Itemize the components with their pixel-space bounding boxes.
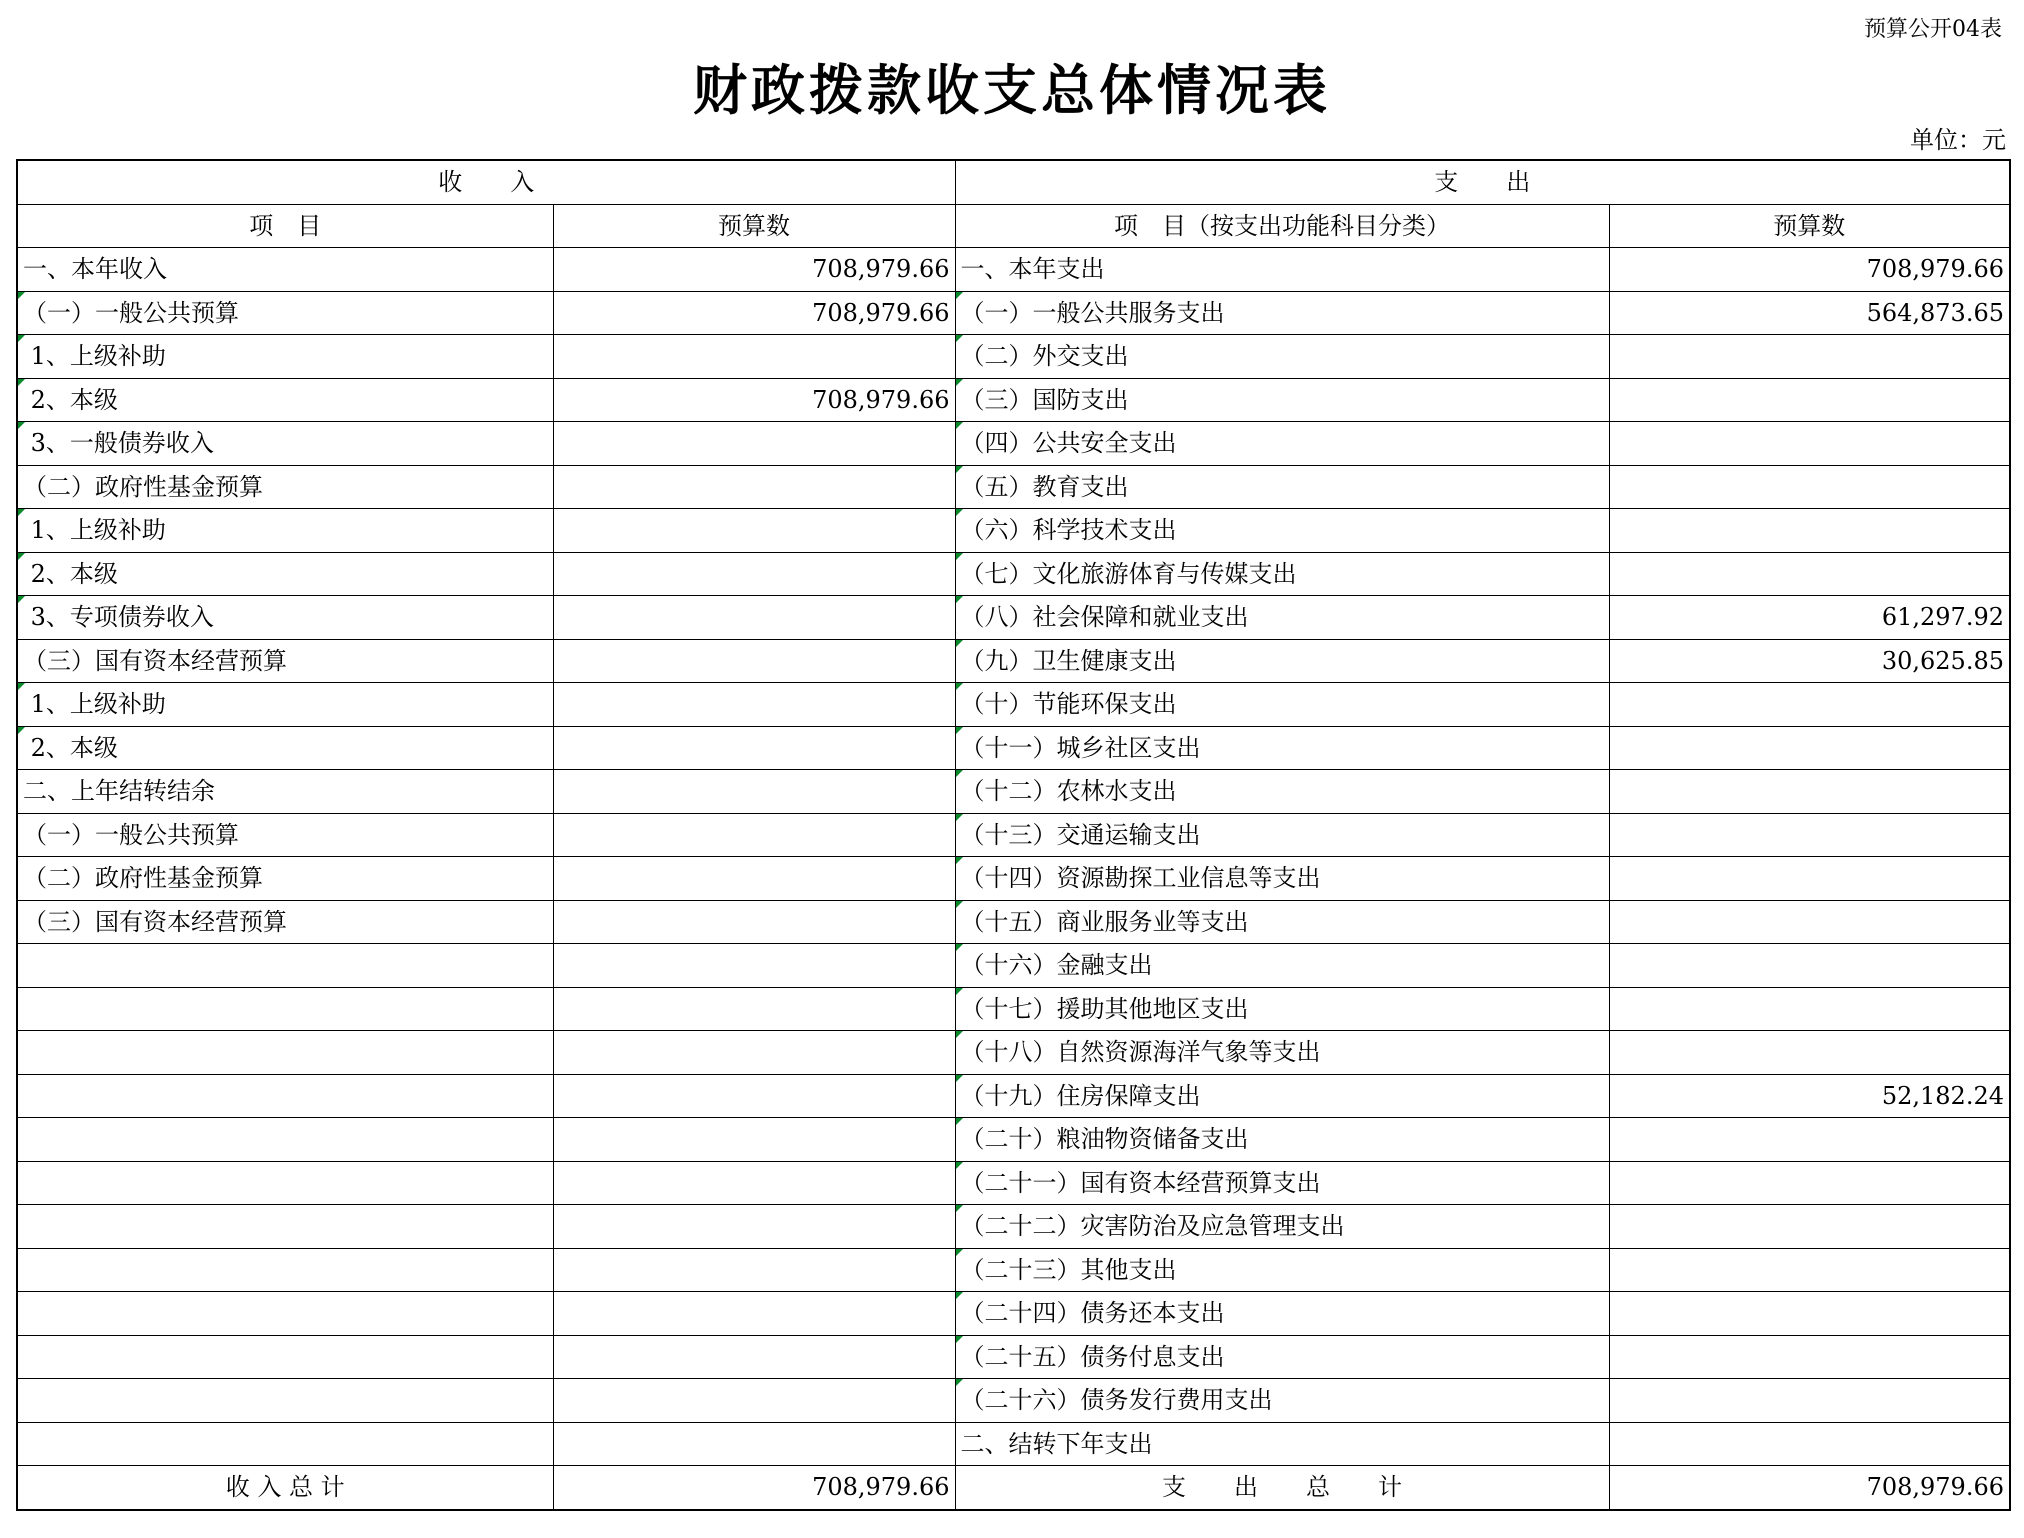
expense-item-cell: （三）国防支出 [955,378,1609,422]
table-row [17,335,2010,379]
expense-value-cell [1609,1292,2010,1336]
expense-value-cell [1609,944,2010,988]
income-value-cell [553,1205,955,1249]
table-row [17,465,2010,509]
expense-value-cell [1609,378,2010,422]
income-item-cell: （三）国有资本经营预算 [17,639,553,683]
expense-total-value: 708,979.66 [1609,1466,2010,1510]
income-item-cell [17,1074,553,1118]
income-value-cell [553,1031,955,1075]
expense-item-cell: （十二）农林水支出 [955,770,1609,814]
expense-value-cell [1609,900,2010,944]
income-item-cell: 二、上年结转结余 [17,770,553,814]
income-total-label: 收 入 总 计 [17,1466,553,1510]
income-value-cell [553,1379,955,1423]
expense-value-cell [1609,1379,2010,1423]
table-row [17,1205,2010,1249]
table-row [17,291,2010,335]
table-row [17,596,2010,640]
expense-item-cell: （六）科学技术支出 [955,509,1609,553]
income-value-cell [553,1118,955,1162]
income-value-cell [553,987,955,1031]
income-item-cell [17,1031,553,1075]
unit-label: 单位：元 [1910,126,2006,154]
table-row [17,1248,2010,1292]
expense-item-cell: （二十）粮油物资储备支出 [955,1118,1609,1162]
expense-item-cell: （十五）商业服务业等支出 [955,900,1609,944]
table-row [17,944,2010,988]
expense-value-cell [1609,987,2010,1031]
income-value-cell [553,1422,955,1466]
expense-item-cell: （十四）资源勘探工业信息等支出 [955,857,1609,901]
budget-table [16,159,2011,1511]
income-item-cell: 1、上级补助 [17,683,553,727]
table-row [17,422,2010,466]
income-item-cell: 1、上级补助 [17,509,553,553]
expense-item-cell: （二）外交支出 [955,335,1609,379]
expense-value-cell [1609,1118,2010,1162]
table-row [17,639,2010,683]
expense-item-cell: （二十三）其他支出 [955,1248,1609,1292]
table-row [17,1031,2010,1075]
expense-item-cell: （七）文化旅游体育与传媒支出 [955,552,1609,596]
expense-value-cell [1609,1248,2010,1292]
expense-item-cell: （二十五）债务付息支出 [955,1335,1609,1379]
income-value-cell [553,1074,955,1118]
income-value-cell [553,552,955,596]
table-row [17,770,2010,814]
income-value-cell [553,596,955,640]
expense-value-cell [1609,335,2010,379]
expense-item-cell: （八）社会保障和就业支出 [955,596,1609,640]
expense-item-cell: （九）卫生健康支出 [955,639,1609,683]
expense-item-cell: （二十四）债务还本支出 [955,1292,1609,1336]
income-value-cell [553,1335,955,1379]
income-value-cell [553,857,955,901]
table-row [17,813,2010,857]
table-row [17,1335,2010,1379]
income-value-cell [553,465,955,509]
income-value-cell [553,639,955,683]
expense-value-cell: 708,979.66 [1609,248,2010,292]
expense-value-cell: 30,625.85 [1609,639,2010,683]
income-item-cell: 2、本级 [17,552,553,596]
expense-value-cell [1609,1335,2010,1379]
income-value-cell [553,900,955,944]
income-value-cell [553,813,955,857]
expense-value-cell [1609,813,2010,857]
table-row [17,987,2010,1031]
expense-item-cell: （四）公共安全支出 [955,422,1609,466]
expense-value-cell [1609,726,2010,770]
income-item-cell: 3、专项债券收入 [17,596,553,640]
income-value-cell: 708,979.66 [553,378,955,422]
income-item-cell: 2、本级 [17,378,553,422]
income-item-cell [17,1248,553,1292]
income-total-value: 708,979.66 [553,1466,955,1510]
totals-row [17,1466,2010,1510]
table-row [17,1118,2010,1162]
expense-item-cell: （二十二）灾害防治及应急管理支出 [955,1205,1609,1249]
income-item-cell: （一）一般公共预算 [17,291,553,335]
income-item-cell [17,1335,553,1379]
income-value-cell [553,1292,955,1336]
income-value-cell [553,944,955,988]
form-code: 预算公开04表 [1864,17,2002,42]
income-budget-header: 预算数 [553,204,955,248]
table-row [17,552,2010,596]
expense-value-cell [1609,1205,2010,1249]
income-item-cell: （一）一般公共预算 [17,813,553,857]
expense-item-cell: （十三）交通运输支出 [955,813,1609,857]
income-item-cell [17,1379,553,1423]
income-value-cell [553,1248,955,1292]
expense-value-cell [1609,770,2010,814]
income-group-header: 收 入 [17,160,955,204]
income-value-cell [553,1161,955,1205]
income-value-cell [553,726,955,770]
expense-value-cell [1609,552,2010,596]
expense-value-cell [1609,422,2010,466]
expense-item-cell: （十）节能环保支出 [955,683,1609,727]
expense-item-cell: （五）教育支出 [955,465,1609,509]
expense-group-header: 支 出 [955,160,2010,204]
table-row [17,1292,2010,1336]
expense-item-cell: 二、结转下年支出 [955,1422,1609,1466]
expense-item-cell: （十八）自然资源海洋气象等支出 [955,1031,1609,1075]
income-item-cell [17,944,553,988]
table-row [17,900,2010,944]
income-item-cell [17,1422,553,1466]
expense-item-cell: 一、本年支出 [955,248,1609,292]
income-item-header: 项 目 [17,204,553,248]
expense-item-cell: （二十一）国有资本经营预算支出 [955,1161,1609,1205]
expense-value-cell [1609,509,2010,553]
expense-value-cell: 61,297.92 [1609,596,2010,640]
group-header-row [17,160,2010,204]
income-value-cell [553,335,955,379]
income-value-cell: 708,979.66 [553,291,955,335]
income-item-cell: 1、上级补助 [17,335,553,379]
income-item-cell: （三）国有资本经营预算 [17,900,553,944]
expense-item-cell: （十六）金融支出 [955,944,1609,988]
table-row [17,509,2010,553]
income-value-cell: 708,979.66 [553,248,955,292]
income-item-cell [17,1118,553,1162]
expense-item-cell: （十九）住房保障支出 [955,1074,1609,1118]
income-value-cell [553,770,955,814]
expense-item-header: 项 目（按支出功能科目分类） [955,204,1609,248]
income-item-cell [17,987,553,1031]
income-item-cell [17,1205,553,1249]
income-value-cell [553,509,955,553]
expense-budget-header: 预算数 [1609,204,2010,248]
expense-item-cell: （二十六）债务发行费用支出 [955,1379,1609,1423]
table-row [17,1422,2010,1466]
expense-value-cell: 52,182.24 [1609,1074,2010,1118]
expense-value-cell: 564,873.65 [1609,291,2010,335]
table-row [17,248,2010,292]
income-item-cell: 一、本年收入 [17,248,553,292]
table-row [17,683,2010,727]
income-value-cell [553,683,955,727]
income-item-cell: （二）政府性基金预算 [17,857,553,901]
expense-item-cell: （十一）城乡社区支出 [955,726,1609,770]
income-item-cell [17,1161,553,1205]
expense-value-cell [1609,683,2010,727]
expense-total-label: 支 出 总 计 [955,1466,1609,1510]
column-header-row [17,204,2010,248]
income-item-cell: 3、一般债券收入 [17,422,553,466]
table-row [17,1074,2010,1118]
expense-item-cell: （十七）援助其他地区支出 [955,987,1609,1031]
income-item-cell: 2、本级 [17,726,553,770]
expense-value-cell [1609,1422,2010,1466]
table-row [17,1379,2010,1423]
expense-value-cell [1609,1161,2010,1205]
income-value-cell [553,422,955,466]
table-row [17,857,2010,901]
expense-value-cell [1609,1031,2010,1075]
expense-value-cell [1609,465,2010,509]
table-row [17,726,2010,770]
page-title: 财政拨款收支总体情况表 [693,58,1331,122]
income-item-cell [17,1292,553,1336]
expense-value-cell [1609,857,2010,901]
expense-item-cell: （一）一般公共服务支出 [955,291,1609,335]
table-row [17,378,2010,422]
table-row [17,1161,2010,1205]
income-item-cell: （二）政府性基金预算 [17,465,553,509]
